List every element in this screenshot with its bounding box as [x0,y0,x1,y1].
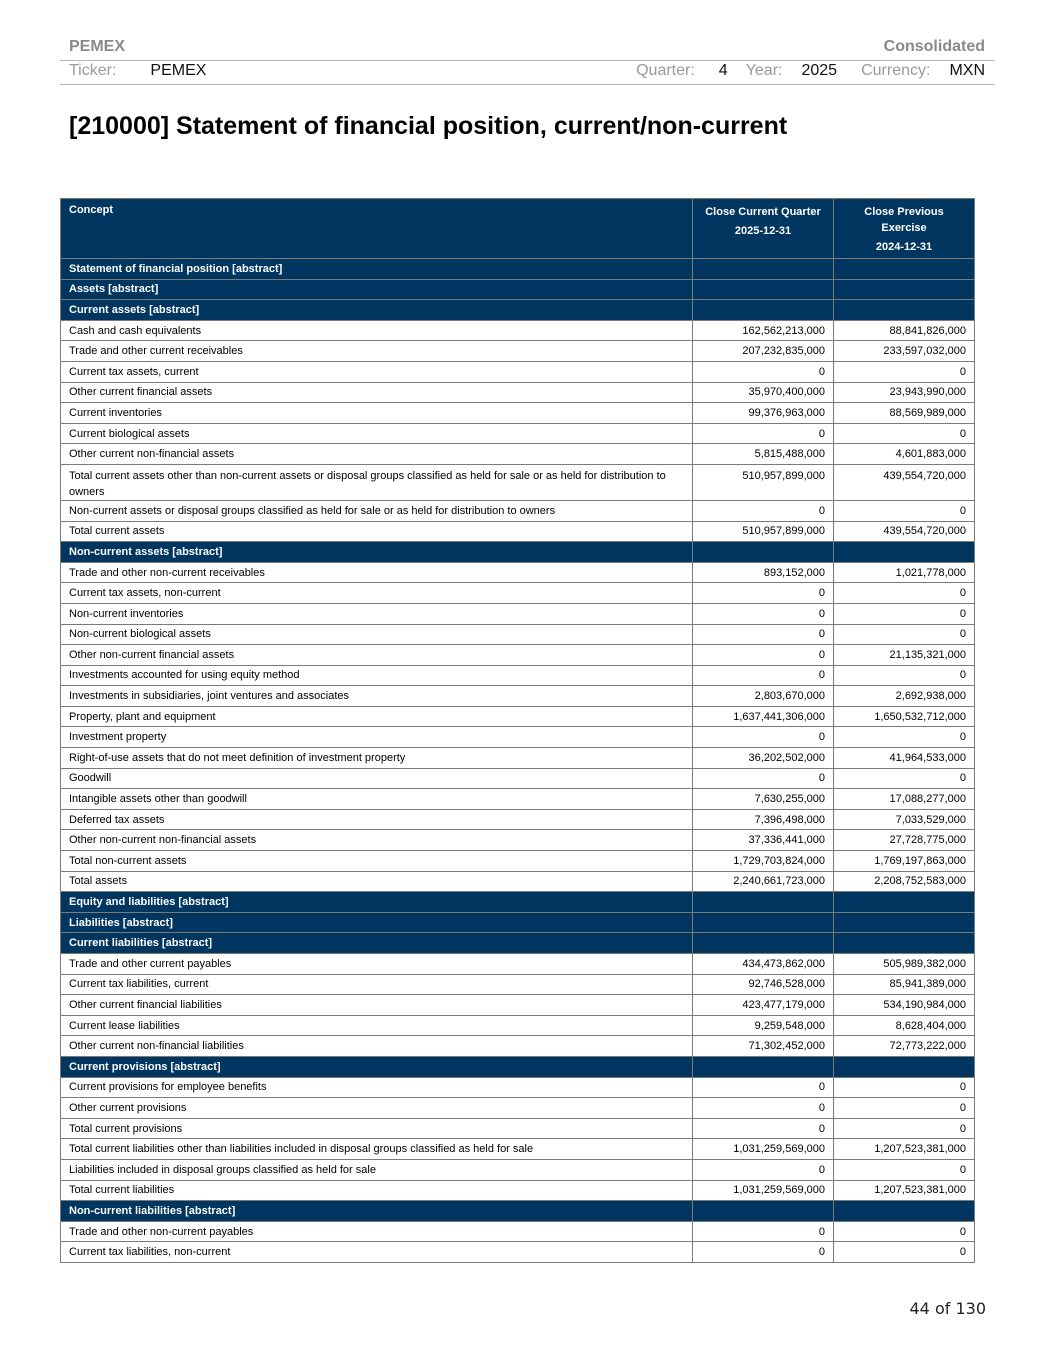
table-row [61,809,975,830]
section-header-row [61,279,975,300]
table-row [61,1015,975,1036]
current-value-cell: 2,803,670,000 [693,686,834,707]
concept-cell: Current tax assets, non-current [61,583,693,604]
table-row [61,624,975,645]
section-header-row [61,300,975,321]
column-header-current [693,199,834,259]
table-row [61,851,975,872]
previous-value-cell: 1,021,778,000 [834,562,975,583]
table-row [61,361,975,382]
concept-cell: Deferred tax assets [61,809,693,830]
table-row [61,403,975,424]
concept-cell: Total assets [61,871,693,892]
current-value-cell: 0 [693,1242,834,1263]
table-row [61,768,975,789]
previous-value-cell: 534,190,984,000 [834,995,975,1016]
report-meta [69,62,985,80]
current-value-cell [693,279,834,300]
table-row [61,871,975,892]
table-row [61,1242,975,1263]
quarter-value: 4 [718,62,728,79]
concept-cell: Current inventories [61,403,693,424]
current-value-cell: 0 [693,500,834,521]
page-title: [210000] Statement of financial position, current/non-current [69,112,788,140]
concept-cell: Trade and other non-current receivables [61,562,693,583]
divider [60,84,995,85]
ticker-value: PEMEX [150,62,207,79]
current-value-cell [693,300,834,321]
current-value-cell: 92,746,528,000 [693,974,834,995]
concept-cell: Other current non-financial liabilities [61,1036,693,1057]
concept-cell: Liabilities [abstract] [61,912,693,933]
concept-cell: Right-of-use assets that do not meet definition of investment property [61,748,693,769]
current-value-cell: 1,729,703,824,000 [693,851,834,872]
current-value-cell: 0 [693,603,834,624]
concept-cell: Trade and other non-current payables [61,1221,693,1242]
concept-cell: Trade and other current payables [61,954,693,975]
table-row [61,444,975,465]
concept-cell: Other non-current financial assets [61,645,693,666]
table-row [61,1098,975,1119]
previous-value-cell [834,259,975,280]
previous-value-cell [834,892,975,913]
current-value-cell: 423,477,179,000 [693,995,834,1016]
table-row [61,423,975,444]
concept-cell: Current lease liabilities [61,1015,693,1036]
current-value-cell: 1,637,441,306,000 [693,706,834,727]
concept-cell: Total current liabilities other than liabilities included in disposal groups classified as held for sale [61,1139,693,1160]
previous-value-cell: 0 [834,1098,975,1119]
previous-value-cell [834,933,975,954]
column-header-concept: Concept [61,199,693,259]
current-value-cell: 893,152,000 [693,562,834,583]
current-value-cell: 0 [693,624,834,645]
concept-cell: Current provisions [abstract] [61,1056,693,1077]
year-value: 2025 [801,62,838,79]
current-value-cell: 0 [693,1098,834,1119]
previous-value-cell [834,1056,975,1077]
current-date: 2025-12-31 [734,225,792,237]
table-row [61,1118,975,1139]
previous-value-cell: 0 [834,583,975,604]
current-value-cell [693,1201,834,1222]
table-row [61,686,975,707]
section-header-row [61,933,975,954]
table-row [61,706,975,727]
concept-cell: Non-current biological assets [61,624,693,645]
previous-value-cell: 0 [834,1159,975,1180]
concept-cell: Non-current assets [abstract] [61,542,693,563]
concept-cell: Total non-current assets [61,851,693,872]
page-number: 44 of 130 [909,1299,986,1318]
concept-cell: Liabilities included in disposal groups classified as held for sale [61,1159,693,1180]
current-value-cell: 7,630,255,000 [693,789,834,810]
current-value-cell [693,259,834,280]
current-value-cell: 510,957,899,000 [693,521,834,542]
current-value-cell: 162,562,213,000 [693,320,834,341]
table-row [61,665,975,686]
current-value-cell: 0 [693,1221,834,1242]
previous-value-cell: 439,554,720,000 [834,521,975,542]
report-type: Consolidated [883,38,985,55]
table-row [61,748,975,769]
current-value-cell [693,912,834,933]
previous-value-cell [834,300,975,321]
table-row [61,1139,975,1160]
table-row [61,320,975,341]
previous-value-cell [834,542,975,563]
previous-value-cell: 41,964,533,000 [834,748,975,769]
current-value-cell: 0 [693,1118,834,1139]
financial-position-table [60,198,975,1263]
table-row [61,974,975,995]
current-value-cell: 99,376,963,000 [693,403,834,424]
concept-cell: Investments in subsidiaries, joint ventures and associates [61,686,693,707]
concept-cell: Cash and cash equivalents [61,320,693,341]
concept-cell: Investments accounted for using equity method [61,665,693,686]
current-value-cell: 0 [693,423,834,444]
concept-cell: Current tax liabilities, non-current [61,1242,693,1263]
concept-cell: Current liabilities [abstract] [61,933,693,954]
section-header-row [61,259,975,280]
table-row [61,500,975,521]
previous-value-cell: 0 [834,624,975,645]
table-header-row [61,199,975,259]
current-value-cell: 5,815,488,000 [693,444,834,465]
previous-value-cell: 17,088,277,000 [834,789,975,810]
concept-cell: Other current provisions [61,1098,693,1119]
previous-label: Close Previous Exercise [864,206,944,234]
current-value-cell: 0 [693,583,834,604]
table-row [61,1180,975,1201]
previous-value-cell: 7,033,529,000 [834,809,975,830]
previous-value-cell: 27,728,775,000 [834,830,975,851]
current-value-cell: 2,240,661,723,000 [693,871,834,892]
concept-cell: Non-current liabilities [abstract] [61,1201,693,1222]
table-row [61,1036,975,1057]
concept-cell: Other current non-financial assets [61,444,693,465]
previous-value-cell: 0 [834,1221,975,1242]
previous-value-cell: 2,208,752,583,000 [834,871,975,892]
concept-cell: Equity and liabilities [abstract] [61,892,693,913]
concept-cell: Current tax assets, current [61,361,693,382]
previous-value-cell: 505,989,382,000 [834,954,975,975]
previous-value-cell: 0 [834,423,975,444]
previous-value-cell: 0 [834,1118,975,1139]
current-value-cell [693,1056,834,1077]
concept-cell: Total current liabilities [61,1180,693,1201]
section-header-row [61,542,975,563]
quarter-label: Quarter: [636,62,695,79]
current-value-cell: 7,396,498,000 [693,809,834,830]
current-label: Close Current Quarter [705,206,821,218]
current-value-cell: 36,202,502,000 [693,748,834,769]
concept-cell: Current biological assets [61,423,693,444]
concept-cell: Current provisions for employee benefits [61,1077,693,1098]
table-row [61,341,975,362]
previous-value-cell: 72,773,222,000 [834,1036,975,1057]
concept-cell: Investment property [61,727,693,748]
current-value-cell: 207,232,835,000 [693,341,834,362]
concept-cell: Non-current inventories [61,603,693,624]
previous-value-cell: 0 [834,603,975,624]
concept-cell: Goodwill [61,768,693,789]
previous-value-cell: 21,135,321,000 [834,645,975,666]
table-row [61,1077,975,1098]
table-row [61,830,975,851]
current-value-cell: 71,302,452,000 [693,1036,834,1057]
previous-value-cell: 88,841,826,000 [834,320,975,341]
previous-value-cell: 439,554,720,000 [834,464,975,500]
concept-cell: Current tax liabilities, current [61,974,693,995]
concept-cell: Total current assets other than non-current assets or disposal groups classified as held for sale or as held for distribution to owners [61,464,693,500]
current-value-cell: 510,957,899,000 [693,464,834,500]
table-row [61,583,975,604]
previous-value-cell: 2,692,938,000 [834,686,975,707]
previous-value-cell: 4,601,883,000 [834,444,975,465]
previous-value-cell [834,1201,975,1222]
previous-value-cell: 88,569,989,000 [834,403,975,424]
current-value-cell: 434,473,862,000 [693,954,834,975]
current-value-cell: 35,970,400,000 [693,382,834,403]
previous-value-cell: 233,597,032,000 [834,341,975,362]
current-value-cell: 0 [693,665,834,686]
previous-value-cell: 1,650,532,712,000 [834,706,975,727]
previous-value-cell: 0 [834,665,975,686]
concept-cell: Other current financial liabilities [61,995,693,1016]
current-value-cell: 0 [693,361,834,382]
concept-cell: Other current financial assets [61,382,693,403]
previous-value-cell: 85,941,389,000 [834,974,975,995]
concept-cell: Current assets [abstract] [61,300,693,321]
current-value-cell: 1,031,259,569,000 [693,1180,834,1201]
previous-date: 2024-12-31 [875,241,933,253]
current-value-cell [693,892,834,913]
previous-value-cell: 0 [834,500,975,521]
table-row [61,603,975,624]
table-row [61,995,975,1016]
table-row [61,727,975,748]
table-row [61,382,975,403]
section-header-row [61,892,975,913]
section-header-row [61,1056,975,1077]
previous-value-cell: 1,207,523,381,000 [834,1139,975,1160]
divider [60,60,995,61]
table-row [61,954,975,975]
concept-cell: Total current assets [61,521,693,542]
table-row [61,562,975,583]
previous-value-cell [834,279,975,300]
currency-label: Currency: [861,62,931,79]
previous-value-cell: 0 [834,1077,975,1098]
previous-value-cell: 23,943,990,000 [834,382,975,403]
previous-value-cell: 0 [834,1242,975,1263]
column-header-previous [834,199,975,259]
current-value-cell: 0 [693,768,834,789]
table-row [61,464,975,500]
company-name: PEMEX [69,38,126,55]
section-header-row [61,1201,975,1222]
concept-cell: Trade and other current receivables [61,341,693,362]
year-label: Year: [745,62,783,79]
concept-cell: Total current provisions [61,1118,693,1139]
previous-value-cell: 1,769,197,863,000 [834,851,975,872]
page-header [69,38,985,56]
previous-value-cell [834,912,975,933]
table-row [61,645,975,666]
table-row [61,789,975,810]
current-value-cell: 0 [693,645,834,666]
table-row [61,1159,975,1180]
previous-value-cell: 0 [834,361,975,382]
table-row [61,521,975,542]
concept-cell: Assets [abstract] [61,279,693,300]
current-value-cell: 0 [693,1077,834,1098]
section-header-row [61,912,975,933]
current-value-cell: 1,031,259,569,000 [693,1139,834,1160]
concept-cell: Non-current assets or disposal groups classified as held for sale or as held for distribution to owners [61,500,693,521]
current-value-cell: 37,336,441,000 [693,830,834,851]
current-value-cell [693,933,834,954]
current-value-cell: 9,259,548,000 [693,1015,834,1036]
concept-cell: Other non-current non-financial assets [61,830,693,851]
previous-value-cell: 0 [834,727,975,748]
previous-value-cell: 0 [834,768,975,789]
current-value-cell [693,542,834,563]
previous-value-cell: 1,207,523,381,000 [834,1180,975,1201]
ticker-label: Ticker: [69,62,117,79]
current-value-cell: 0 [693,1159,834,1180]
concept-cell: Statement of financial position [abstract] [61,259,693,280]
concept-cell: Property, plant and equipment [61,706,693,727]
currency-value: MXN [949,62,985,79]
previous-value-cell: 8,628,404,000 [834,1015,975,1036]
current-value-cell: 0 [693,727,834,748]
concept-cell: Intangible assets other than goodwill [61,789,693,810]
table-row [61,1221,975,1242]
